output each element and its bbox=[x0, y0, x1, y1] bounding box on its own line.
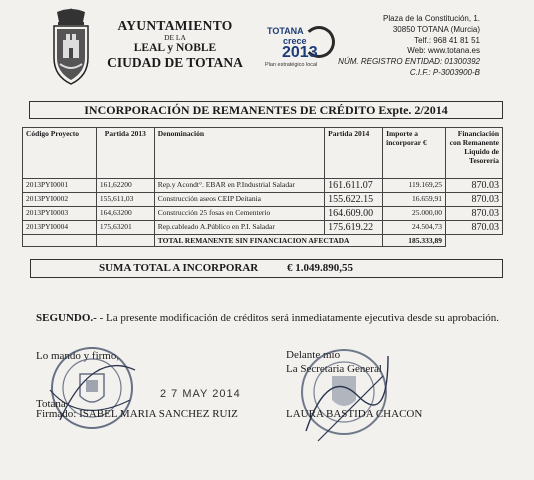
cell-codigo: 2013PYI0001 bbox=[23, 179, 97, 193]
place-label: Totana bbox=[36, 398, 66, 410]
leal-noble-label: LEAL y NOBLE bbox=[133, 42, 217, 55]
cell-denominacion: Rep.cableado A.Público en P.I. Saladar bbox=[154, 221, 324, 235]
cell-importe: 16.659,91 bbox=[383, 193, 446, 207]
cell-importe: 24.504,73 bbox=[383, 221, 446, 235]
col-partida-2013: Partida 2013 bbox=[96, 128, 154, 179]
official-seal-left-icon bbox=[40, 330, 150, 440]
segundo-text: - La presente modificación de créditos será inmediatamente ejecutiva desde su aprobación. bbox=[96, 312, 500, 324]
address-block bbox=[330, 14, 480, 79]
total-label: TOTAL REMANENTE SIN FINANCIACION AFECTADA bbox=[154, 235, 382, 247]
segundo-lead: SEGUNDO.- bbox=[36, 312, 97, 324]
cell-partida-2014: 164.609.00 bbox=[325, 207, 383, 221]
totana-crece-logo bbox=[265, 22, 335, 70]
table-row bbox=[23, 179, 503, 193]
col-financiacion: Financiación con Remanente Liquido de Tesorería bbox=[446, 128, 503, 179]
cell-codigo: 2013PYI0003 bbox=[23, 207, 97, 221]
col-importe: Importe a incorporar € bbox=[383, 128, 446, 179]
coat-of-arms-icon bbox=[48, 8, 94, 86]
col-denominacion: Denominación bbox=[154, 128, 324, 179]
table-title: INCORPORACIÓN DE REMANENTES DE CRÉDITO Expte. 2/2014 bbox=[29, 101, 503, 119]
cell-partida-2014: 161.611.07 bbox=[325, 179, 383, 193]
city-council-heading bbox=[100, 18, 250, 71]
cell-importe: 119.169,25 bbox=[383, 179, 446, 193]
suma-label: SUMA TOTAL A INCORPORAR bbox=[99, 262, 259, 274]
date-stamp: 2 7 MAY 2014 bbox=[160, 388, 241, 400]
left-signatory-name: Firmado: ISABEL MARIA SANCHEZ RUIZ bbox=[36, 408, 238, 420]
de-la-label: DE LA bbox=[164, 32, 186, 42]
cell-partida: 164,63200 bbox=[96, 207, 154, 221]
col-partida-2014: Partida 2014 bbox=[325, 128, 383, 179]
cell-financiacion: 870.03 bbox=[446, 193, 503, 207]
right-signatory-name: LAURA BASTIDA CHACON bbox=[286, 408, 423, 420]
table-row bbox=[23, 193, 503, 207]
cell-empty bbox=[96, 235, 154, 247]
remanentes-table bbox=[22, 127, 503, 247]
cell-denominacion: Rep.y Acondt°. EBAR en P.Industrial Saladar bbox=[154, 179, 324, 193]
table-row bbox=[23, 221, 503, 235]
cell-empty bbox=[446, 235, 503, 247]
logo-text-plan: Plan estratégico local bbox=[265, 62, 318, 68]
ciudad-label: CIUDAD DE TOTANA bbox=[107, 55, 243, 71]
registry-line: NÚM. REGISTRO ENTIDAD: 01300392 bbox=[338, 57, 480, 67]
secretaria-general: La Secretaria General bbox=[286, 363, 382, 375]
cell-partida-2014: 175.619.22 bbox=[325, 221, 383, 235]
segundo-paragraph bbox=[36, 311, 506, 325]
cell-partida: 161,62200 bbox=[96, 179, 154, 193]
address-line: Plaza de la Constitución, 1. bbox=[383, 14, 480, 23]
logo-text-crece: crece bbox=[283, 36, 307, 46]
cell-denominacion: Construcción 25 fosas en Cementerio bbox=[154, 207, 324, 221]
cell-importe: 25.000,00 bbox=[383, 207, 446, 221]
delante-mio: Delante mío bbox=[286, 349, 341, 361]
address-line: 30850 TOTANA (Murcia) bbox=[392, 24, 480, 34]
col-codigo: Código Proyecto bbox=[23, 128, 97, 179]
cell-financiacion: 870.03 bbox=[446, 221, 503, 235]
cif-line: C.I.F.: P-3003900-B bbox=[409, 67, 480, 77]
cell-partida: 155,611,03 bbox=[96, 193, 154, 207]
suma-value: € 1.049.890,55 bbox=[287, 262, 353, 274]
cell-codigo: 2013PYI0002 bbox=[23, 193, 97, 207]
suma-total-box bbox=[30, 259, 503, 278]
cell-financiacion: 870.03 bbox=[446, 179, 503, 193]
cell-partida: 175,63201 bbox=[96, 221, 154, 235]
logo-text-year: 2013 bbox=[282, 44, 318, 61]
left-signature-caption: Lo mando y firmo, bbox=[36, 350, 120, 362]
table-total-row bbox=[23, 235, 503, 247]
logo-text-totana: TOTANA bbox=[267, 26, 304, 36]
cell-codigo: 2013PYI0004 bbox=[23, 221, 97, 235]
phone-line: Telf.: 968 41 81 51 bbox=[414, 35, 480, 45]
cell-empty bbox=[23, 235, 97, 247]
total-value: 185.333,89 bbox=[383, 235, 446, 247]
web-line: Web: www.totana.es bbox=[407, 46, 480, 56]
cell-denominacion: Construcción aseos CEIP Deitania bbox=[154, 193, 324, 207]
table-row bbox=[23, 207, 503, 221]
table-header-row bbox=[23, 128, 503, 179]
cell-partida-2014: 155.622.15 bbox=[325, 193, 383, 207]
ayuntamiento-label: AYUNTAMIENTO bbox=[117, 18, 233, 33]
cell-financiacion: 870.03 bbox=[446, 207, 503, 221]
right-signature-caption bbox=[286, 348, 382, 376]
